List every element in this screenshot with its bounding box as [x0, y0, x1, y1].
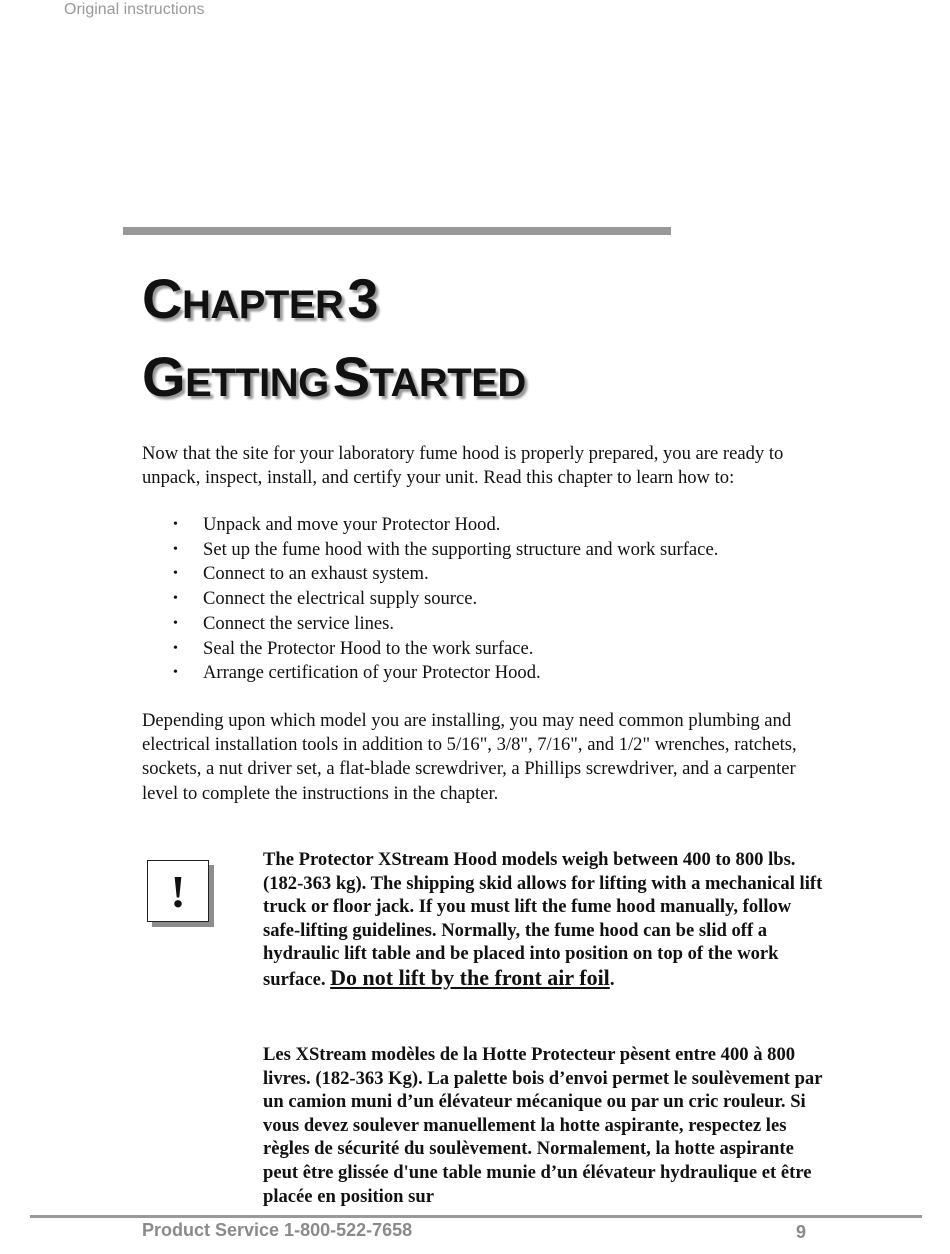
chapter-label-initial: C	[142, 267, 182, 330]
list-item-text: Set up the fume hood with the supporting structure and work surface.	[203, 538, 719, 560]
intro-paragraph: Now that the site for your laboratory fume hood is properly prepared, you are ready to unpack, inspect, install, and certify your unit. Read this chapter to learn how to:	[142, 443, 784, 489]
bullet-icon: •	[173, 517, 178, 532]
chapter-rule	[123, 227, 671, 235]
list-item-text: Seal the Protector Hood to the work surface.	[203, 637, 534, 659]
chapter-title	[142, 344, 526, 409]
bullet-icon: •	[173, 566, 178, 582]
title-word2-initial: S	[332, 345, 370, 408]
task-list	[142, 513, 822, 686]
list-item	[142, 612, 822, 637]
warning-english-emphasis: Do not lift by the front air foil	[330, 964, 610, 990]
footer-rule	[30, 1215, 922, 1218]
title-word1-rest: ETTING	[185, 361, 329, 405]
warning-english	[263, 848, 823, 992]
bullet-icon: •	[173, 541, 178, 557]
list-item-text: Arrange certification of your Protector Hood.	[203, 662, 541, 684]
chapter-label-rest: HAPTER	[181, 283, 344, 327]
title-word2-rest: TARTED	[369, 361, 526, 405]
page-number: 9	[796, 1222, 807, 1242]
warning-exclamation-icon: !	[147, 860, 209, 922]
list-item	[142, 637, 822, 662]
original-instructions-note: Original instructions	[64, 1, 205, 18]
bullet-icon: •	[173, 615, 178, 631]
list-item	[142, 562, 822, 587]
list-item-text: Unpack and move your Protector Hood.	[203, 514, 501, 535]
list-item	[142, 513, 822, 538]
list-item-text: Connect the electrical supply source.	[203, 588, 478, 610]
warning-french: Les XStream modèles de la Hotte Protecteur pèsent entre 400 à 800 livres. (182-363 Kg). La palette bois d’envoi permet le soulèvement par un camion muni d’un élévateur mécanique ou par un cric rouleur. Si vous devez soulever manuellement la hotte aspirante, respectez les règles de sécurité du soulèvement. Normalement, la hotte aspirante peut être glissée d'une table munie d’un élévateur hydraulique et être placée en position sur	[263, 1044, 823, 1207]
chapter-label	[142, 266, 378, 331]
list-item	[142, 538, 822, 563]
list-item	[142, 587, 822, 612]
warning-english-text: The Protector XStream Hood models weigh between 400 to 800 lbs. (182-363 kg). The shipping skid allows for lifting with a mechanical lift truck or floor jack. If you must lift the fume hood manually, follow safe-lifting guidelines. Normally, the fume hood can be slid off a hydraulic lift table and be placed into position on top of the work surface.	[263, 849, 823, 990]
chapter-number: 3	[347, 267, 379, 330]
title-word1-initial: G	[142, 345, 186, 408]
tools-paragraph: Depending upon which model you are installing, you may need common plumbing and electrical installation tools in addition to 5/16", 3/8", 7/16", and 1/2" wrenches, ratchets, sockets, a nut driver set, a flat-blade screwdriver, a Phillips screwdriver, and a carpenter level to complete the instructions in the chapter.	[142, 710, 797, 804]
bullet-icon: •	[173, 591, 178, 607]
list-item	[142, 661, 822, 686]
list-item-text: Connect to an exhaust system.	[203, 563, 429, 585]
list-item-text: Connect the service lines.	[203, 612, 395, 634]
warning-english-end: .	[609, 968, 615, 990]
bullet-icon: •	[173, 665, 178, 681]
bullet-icon: •	[173, 640, 178, 656]
footer-product-service: Product Service 1-800-522-7658	[142, 1220, 413, 1240]
